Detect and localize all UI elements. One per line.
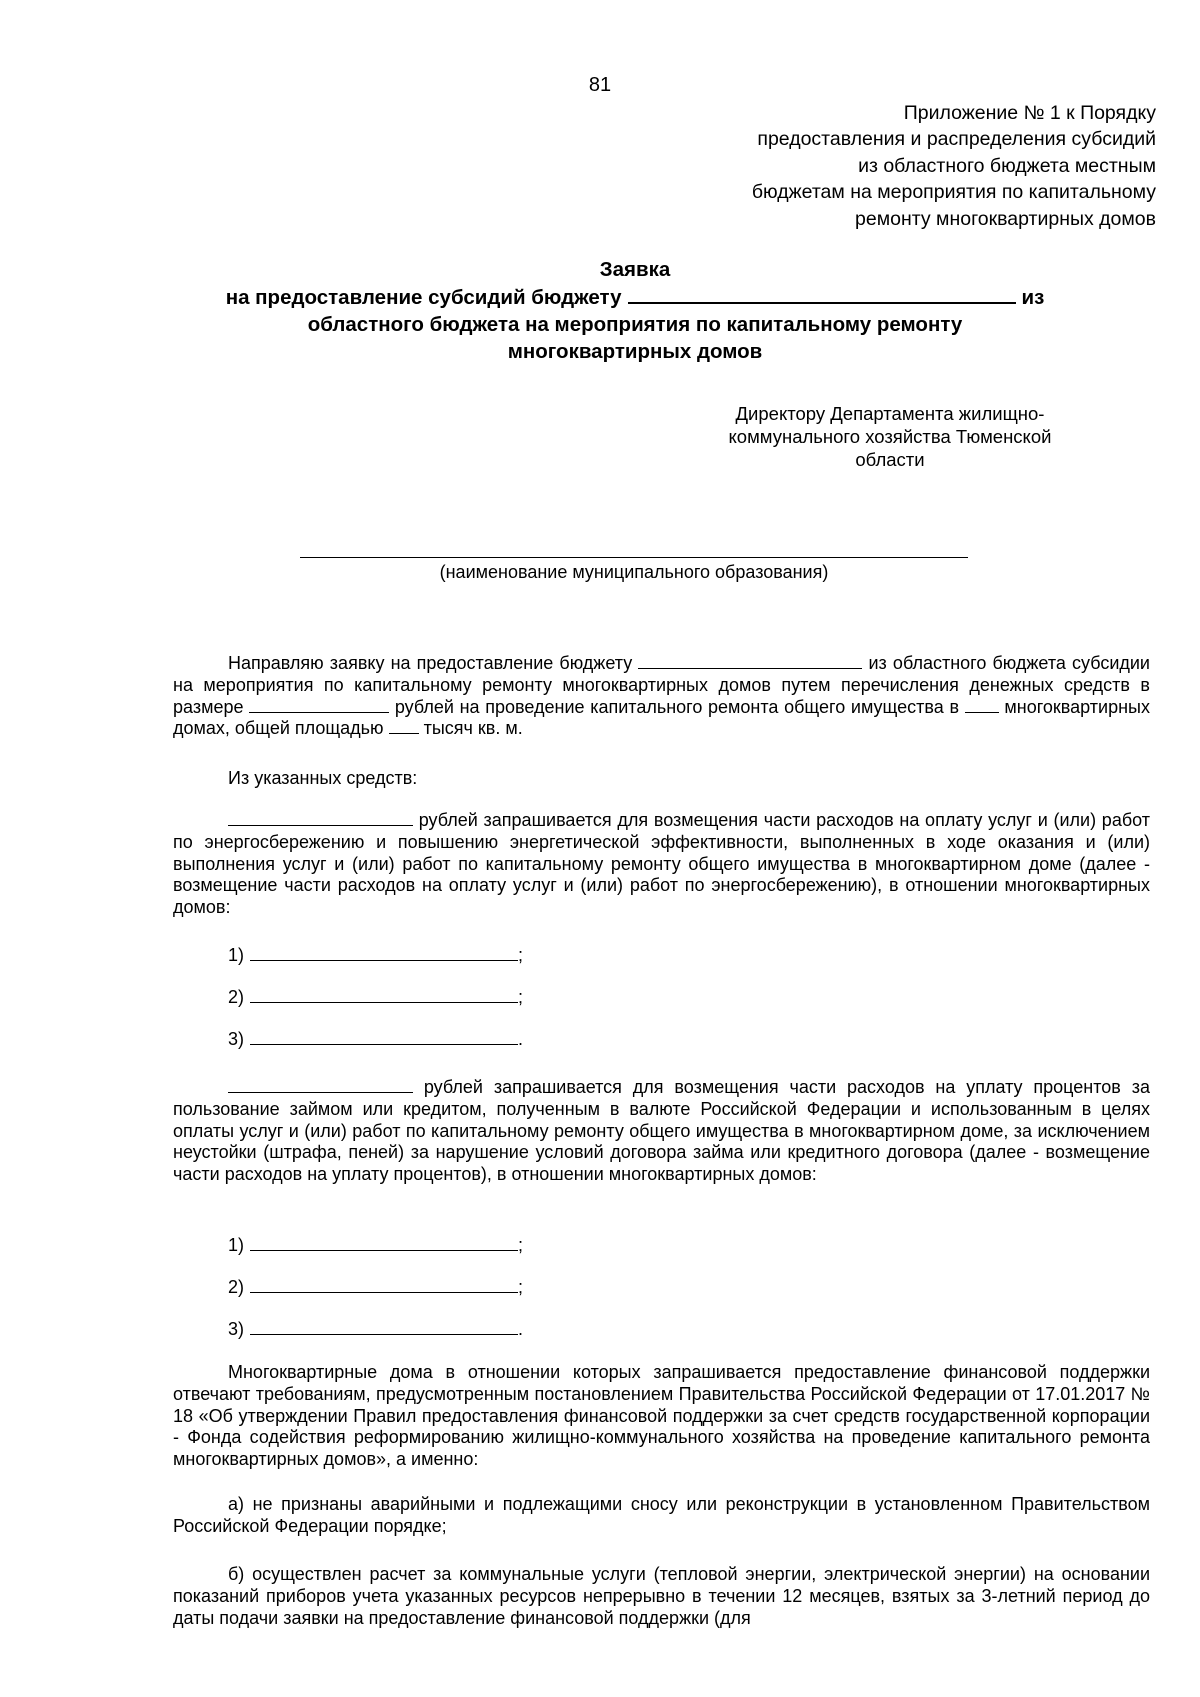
energy-text: рублей запрашивается для возмещения части расходов на оплату услуг и (или) работ по энергосбережению и повышению энергетической эффективности, выполненных в ходе оказания и (или) выполнения услуг и (или) работ по капитальному ремонту общего имущества в многоквартирном доме (далее - возмещение части расходов на оплату услуг и (или) работ по энергосбережению), в отношении многоквартирных домов:	[173, 810, 1150, 918]
energy-item	[228, 944, 523, 966]
requirement-item-b: б) осуществлен расчет за коммунальные услуги (тепловой энергии, электрической энергии) на основании показаний приборов учета указанных ресурсов непрерывно в течении 12 месяцев, взятых за 3-летний период до даты подачи заявки на предоставление финансовой поддержки (для	[173, 1564, 1150, 1628]
title-line-2-end: из	[1021, 286, 1045, 309]
energy-amount-blank	[228, 810, 413, 826]
request-houses-blank	[965, 697, 999, 713]
request-text-4: многоквартирных домах, общей площадью	[173, 696, 1150, 739]
document-title	[170, 256, 1100, 365]
interest-item	[228, 1318, 523, 1340]
addressee: Директору Департамента жилищно-коммунального хозяйства Тюменской области	[728, 403, 1052, 470]
interest-text: рублей запрашивается для возмещения части расходов на уплату процентов за пользование займом или кредитом, полученным в валюте Российской Федерации и использованным в целях оплаты услуг и (или) работ по капитальному ремонту общего имущества в многоквартирном доме, за исключением неустойки (штрафа, пеней) за нарушение условий договора займа или кредитного договора (далее - возмещение части расходов на уплату процентов), в отношении многоквартирных домов:	[173, 1077, 1150, 1185]
title-line-2-start: на предоставление субсидий бюджету	[225, 286, 622, 309]
requirements-paragraph: Многоквартирные дома в отношении которых запрашивается предоставление финансовой поддержки отвечают требованиям, предусмотренным постановлением Правительства Российской Федерации от 17.01.2017 № 18 «Об утверждении Правил предоставления финансовой поддержки за счет средств государственной корпорации - Фонда содействия реформированию жилищно-коммунального хозяйства на проведение капитального ремонта многоквартирных домов», а именно:	[173, 1362, 1150, 1470]
item-end: ;	[518, 945, 524, 965]
municipality-caption: (наименование муниципального образования)	[439, 562, 829, 582]
requirement-item-a: а) не признаны аварийными и подлежащими сносу или реконструкции в установленном Правительством Российской Федерации порядке;	[173, 1494, 1150, 1536]
item-end: .	[518, 1319, 524, 1339]
request-paragraph	[173, 653, 1150, 740]
of-funds-text: Из указанных средств:	[228, 768, 418, 788]
item-number: 1)	[228, 945, 245, 965]
request-text-2: из областного бюджета субсидии на мероприятия по капитальному ремонту многоквартирных домов путем перечисления денежных средств в размере	[173, 653, 1150, 717]
page-number: 81	[588, 74, 612, 96]
interest-item	[228, 1276, 523, 1298]
appendix-line: из областного бюджета местным	[858, 154, 1156, 177]
interest-item	[228, 1234, 523, 1256]
item-end: ;	[518, 1235, 524, 1255]
municipality-blank	[300, 557, 968, 558]
appendix-line: предоставления и распределения субсидий	[757, 128, 1156, 151]
interest-amount-blank	[228, 1077, 413, 1093]
title-line-4: многоквартирных домов	[507, 340, 763, 363]
budget-name-blank	[628, 283, 1016, 304]
item-blank	[250, 1319, 518, 1335]
appendix-line: ремонту многоквартирных домов	[855, 207, 1156, 230]
item-blank	[250, 987, 518, 1003]
energy-item	[228, 986, 523, 1008]
item-number: 2)	[228, 1277, 245, 1297]
item-number: 3)	[228, 1029, 245, 1049]
item-end: ;	[518, 1277, 524, 1297]
appendix-line: бюджетам на мероприятия по капитальному	[751, 181, 1156, 204]
item-blank	[250, 945, 518, 961]
item-number: 3)	[228, 1319, 245, 1339]
item-end: ;	[518, 987, 524, 1007]
energy-item	[228, 1028, 523, 1050]
item-blank	[250, 1277, 518, 1293]
item-blank	[250, 1029, 518, 1045]
title-line-3: областного бюджета на мероприятия по капитальному ремонту	[307, 313, 963, 336]
interest-paragraph	[173, 1077, 1150, 1186]
appendix-line: Приложение № 1 к Порядку	[903, 102, 1156, 124]
title-line-2	[170, 283, 1100, 311]
request-area-blank	[389, 718, 419, 734]
request-budget-blank	[638, 653, 862, 669]
item-blank	[250, 1235, 518, 1251]
item-number: 1)	[228, 1235, 245, 1255]
request-text-3: рублей на проведение капитального ремонта общего имущества в	[394, 696, 960, 717]
request-amount-blank	[249, 697, 389, 713]
energy-paragraph	[173, 810, 1150, 919]
request-text-5: тысяч кв. м.	[423, 718, 523, 739]
item-end: .	[518, 1029, 524, 1049]
request-text-1: Направляю заявку на предоставление бюджету	[228, 653, 633, 673]
title-line-1: Заявка	[599, 258, 671, 281]
item-number: 2)	[228, 987, 245, 1007]
appendix-header	[636, 100, 1156, 232]
